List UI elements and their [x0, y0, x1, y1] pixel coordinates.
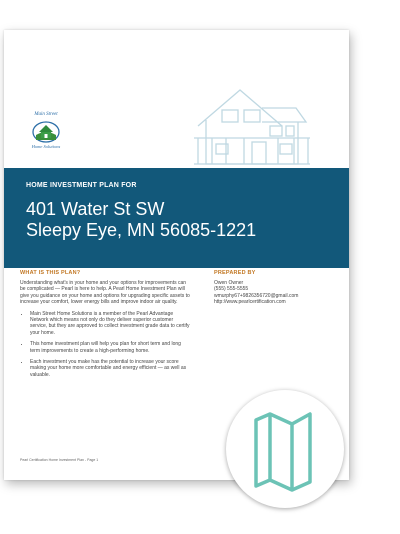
section-heading-what: WHAT IS THIS PLAN?	[20, 270, 81, 276]
logo-top-text: Main Street	[34, 112, 58, 117]
plan-label: HOME INVESTMENT PLAN FOR	[26, 182, 137, 189]
list-item: • Main Street Home Solutions is a member of the Pearl Advantage Network which means not only do they deliver superior customer service, but they are approved to collect investment grade data to certify your home.	[30, 311, 190, 337]
page-footer: Pearl Certification Home Investment Plan - Page 1	[20, 458, 99, 462]
intro-paragraph: Understanding what's in your home and your options for improvements can be complicated — Pearl is here to help. A Pearl Home Investment Plan will give you guidance on your home and options for upgrading specific assets to increase your comfort, lower energy bills and improve indoor air quality.	[20, 280, 190, 306]
list-item: • Each investment you make has the potential to increase your score making your home more comfortable and energy efficient — as well as valuable.	[30, 359, 190, 378]
list-item: • This home investment plan will help you plan for short term and long term improvements to create a high-performing home.	[30, 341, 190, 354]
prepared-by-section	[214, 270, 334, 306]
contact-phone: (555) 555-5555	[214, 286, 249, 293]
plan-description	[20, 270, 190, 378]
house-sketch-icon	[192, 82, 312, 170]
contact-name: Owen Owner	[214, 280, 244, 286]
logo-bottom-text: Home Solutions	[31, 144, 61, 149]
contact-email: wmurphy67+9826356720@gmail.com	[214, 292, 299, 299]
title-band	[4, 168, 349, 268]
trifold-brochure-icon	[226, 390, 344, 508]
address-line-2: Sleepy Eye, MN 56085-1221	[26, 220, 257, 240]
address-line-1: 401 Water St SW	[26, 199, 165, 219]
house-logo-icon	[31, 119, 61, 143]
section-heading-prepared: PREPARED BY	[214, 270, 256, 276]
company-logo	[18, 112, 74, 150]
brochure-badge	[226, 390, 344, 508]
benefit-list	[20, 311, 190, 379]
contact-url: http://www.pearlcertification.com	[214, 299, 286, 306]
contact-info	[214, 280, 334, 306]
